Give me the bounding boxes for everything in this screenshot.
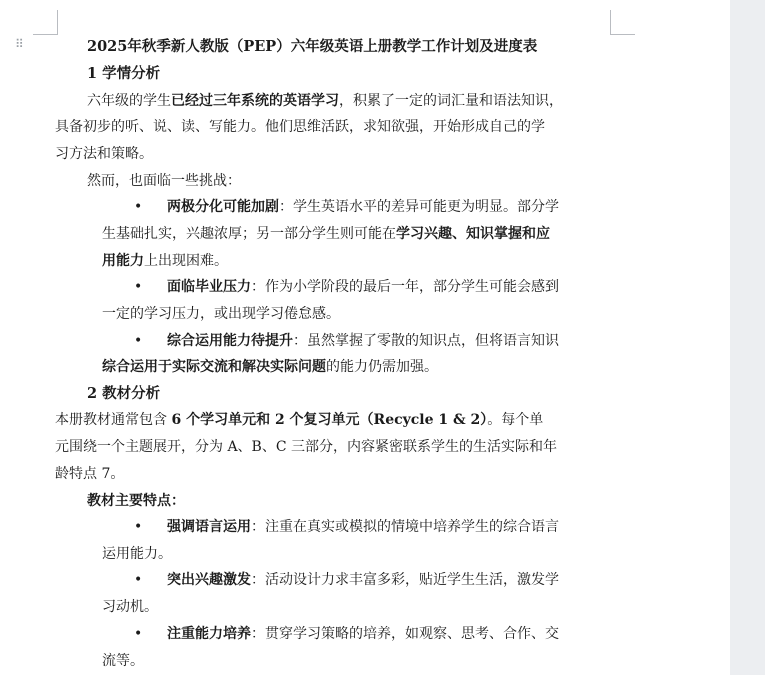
list-item (167, 330, 559, 352)
list-item-line: 习动机。 (102, 599, 158, 615)
paragraph-line (55, 409, 543, 431)
bullet-dot-icon: • (134, 279, 143, 295)
paragraph-line: 元围绕一个主题展开，分为 A、B、C 三部分，内容紧密联系学生的生活实际和年 (55, 439, 558, 455)
text: 生基础扎实，兴趣浓厚；另一部分学生则可能在 (102, 226, 396, 242)
paragraph-line: 然而，也面临一些挑战： (87, 173, 241, 189)
list-item (167, 569, 559, 591)
section-heading-2: 2 教材分析 (87, 385, 161, 402)
list-item-line: 运用能力。 (102, 546, 172, 562)
text: 本册教材通常包含 (55, 412, 172, 428)
bold-text: 6 个学习单元和 2 个复习单元（Recycle 1 & 2） (171, 412, 488, 428)
bullet-dot-icon: • (134, 626, 143, 642)
list-item-line (102, 356, 438, 378)
bold-text: 教材主要特点： (87, 493, 185, 509)
bullet-dot-icon: • (134, 572, 143, 588)
list-item-line (102, 250, 228, 272)
paragraph-line: 具备初步的听、说、读、写能力。他们思维活跃，求知欲强，开始形成自己的学 (55, 119, 545, 135)
text: ：学生英语水平的差异可能更为明显。部分学 (279, 199, 559, 215)
features-heading (87, 490, 185, 512)
bold-text: 面临毕业压力 (167, 279, 251, 295)
paragraph-line (87, 90, 563, 112)
paragraph-line: 习方法和策略。 (55, 146, 153, 162)
bold-text: 综合运用能力待提升 (167, 333, 293, 349)
section-heading-1: 1 学情分析 (87, 65, 161, 82)
drag-handle-icon[interactable]: ⠿ (15, 37, 23, 51)
text: ：注重在真实或模拟的情境中培养学生的综合语言 (251, 519, 559, 535)
margin-corner-top-right (610, 10, 635, 35)
bold-text: 突出兴趣激发 (167, 572, 251, 588)
text: 的能力仍需加强。 (326, 359, 438, 375)
bold-text: 学习兴趣、知识掌握和应 (396, 226, 550, 242)
list-item (167, 623, 559, 645)
document-title: 2025年秋季新人教版（PEP）六年级英语上册教学工作计划及进度表 (87, 38, 538, 55)
text: ：作为小学阶段的最后一年，部分学生可能会感到 (251, 279, 559, 295)
text: ：贯穿学习策略的培养，如观察、思考、合作、交 (251, 626, 559, 642)
list-item (167, 516, 559, 538)
list-item-line: 流等。 (102, 653, 144, 669)
bullet-dot-icon: • (134, 199, 143, 215)
list-item-line (102, 223, 550, 245)
text: 上出现困难。 (144, 253, 228, 269)
list-item (167, 276, 559, 298)
text: 六年级的学生 (87, 93, 171, 109)
bold-text: 注重能力培养 (167, 626, 251, 642)
text: ：虽然掌握了零散的知识点，但将语言知识 (293, 333, 559, 349)
text: 。每个单 (487, 412, 544, 428)
text: ，积累了一定的词汇量和语法知识， (339, 93, 563, 109)
bold-text: 强调语言运用 (167, 519, 251, 535)
bold-text: 已经过三年系统的英语学习 (171, 93, 339, 109)
list-item-line: 一定的学习压力，或出现学习倦怠感。 (102, 306, 340, 322)
text: ：活动设计力求丰富多彩，贴近学生生活，激发学 (251, 572, 559, 588)
list-item (167, 196, 559, 218)
bullet-dot-icon: • (134, 519, 143, 535)
paragraph-line: 龄特点 7。 (55, 466, 125, 482)
vertical-scrollbar[interactable] (730, 0, 765, 675)
bold-text: 两极分化可能加剧 (167, 199, 279, 215)
bold-text: 用能力 (102, 253, 144, 269)
margin-corner-top-left (33, 10, 58, 35)
bold-text: 综合运用于实际交流和解决实际问题 (102, 359, 326, 375)
bullet-dot-icon: • (134, 333, 143, 349)
